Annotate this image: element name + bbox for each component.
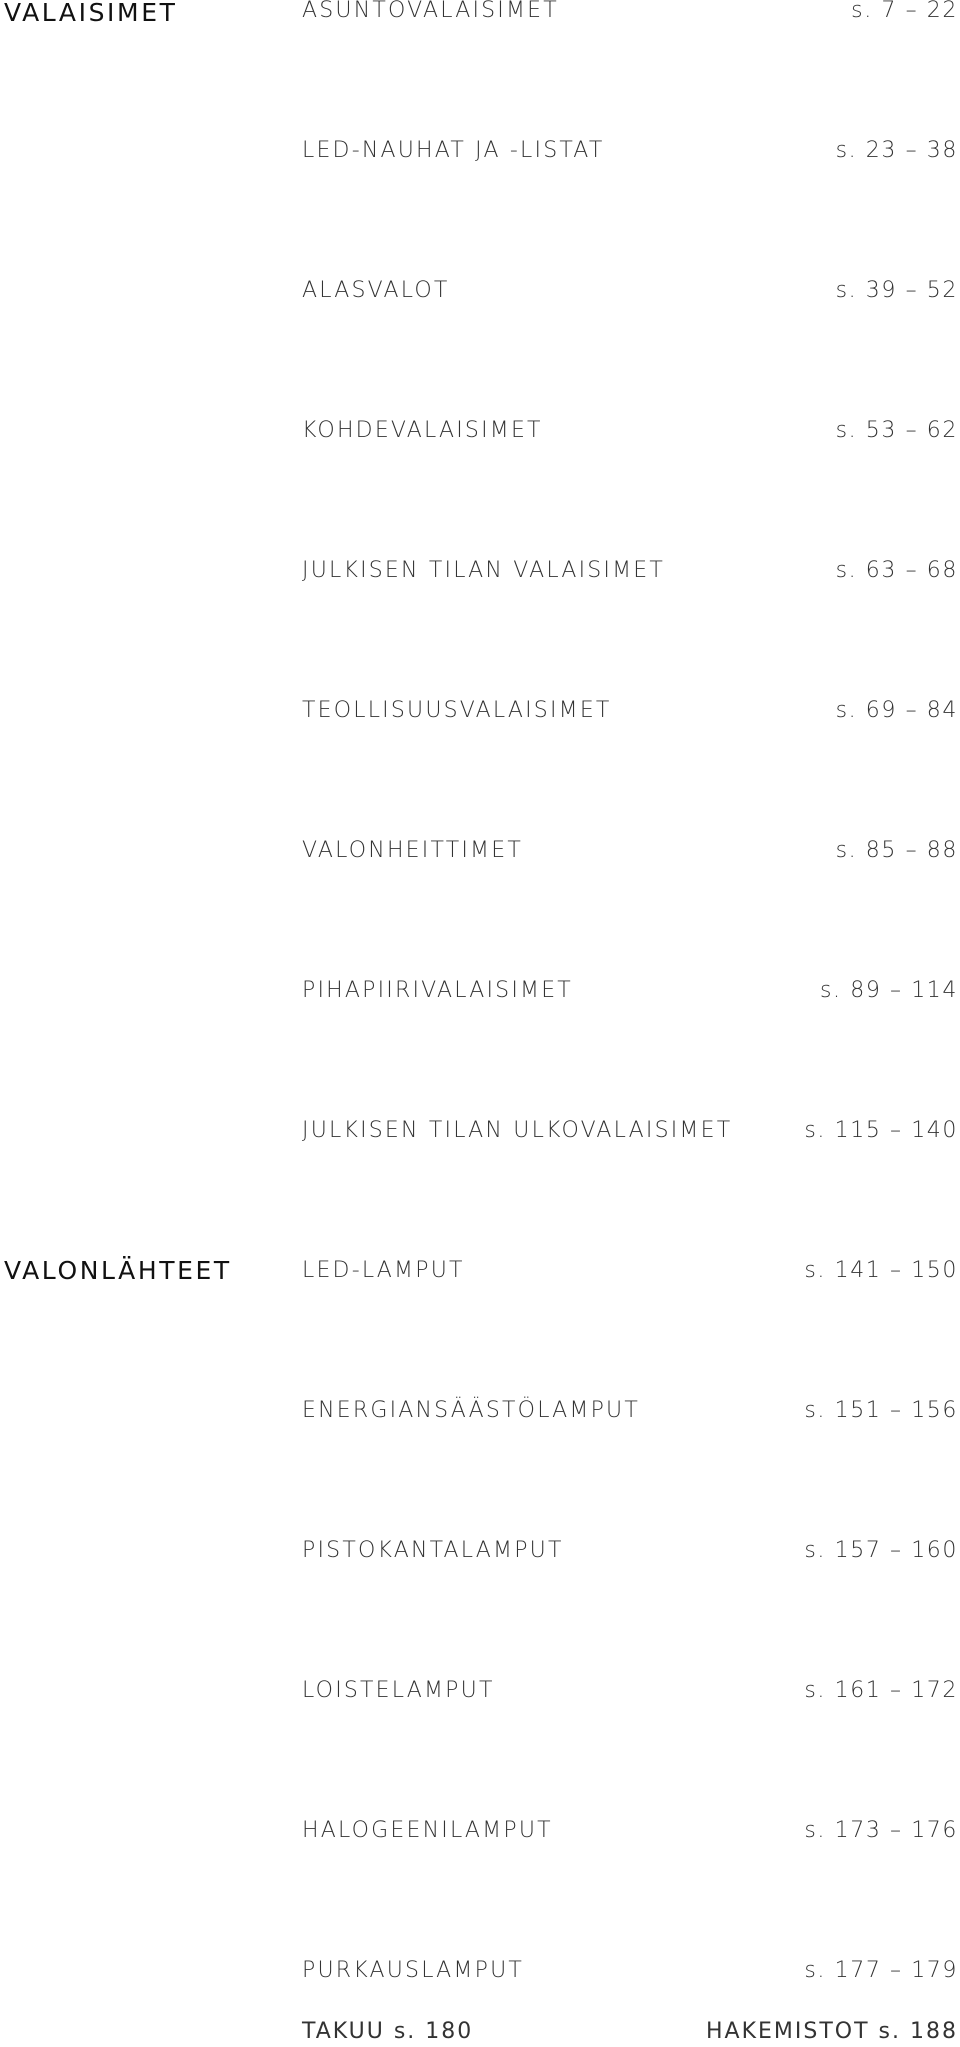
- toc-entry-title: JULKISEN TILAN VALAISIMET: [302, 558, 666, 583]
- toc-entry[interactable]: [302, 1820, 960, 1850]
- toc-entry-pages: s. 115 – 140: [804, 1118, 958, 1143]
- toc-entry-pages: s. 23 – 38: [835, 138, 958, 163]
- toc-entry-title: HALOGEENILAMPUT: [302, 1818, 553, 1843]
- toc-entry-pages: s. 177 – 179: [804, 1958, 958, 1983]
- warranty-link[interactable]: TAKUU s. 180: [302, 2019, 474, 2044]
- toc-entry[interactable]: [302, 280, 960, 310]
- toc-entry-title: LED-NAUHAT JA -LISTAT: [302, 138, 605, 163]
- toc-entry-pages: s. 89 – 114: [819, 978, 958, 1003]
- toc-entry[interactable]: [302, 1680, 960, 1710]
- index-link[interactable]: HAKEMISTOT s. 188: [706, 2019, 958, 2044]
- toc-entry[interactable]: [302, 1540, 960, 1570]
- toc-entry-pages: s. 161 – 172: [804, 1678, 958, 1703]
- toc-entry[interactable]: [302, 560, 960, 590]
- toc-entry-title: LOISTELAMPUT: [302, 1678, 495, 1703]
- section-label-valonlahteet: VALONLÄHTEET: [4, 1256, 232, 1285]
- toc-entry-title: ALASVALOT: [302, 278, 450, 303]
- toc-entry[interactable]: [302, 140, 960, 170]
- toc-entry[interactable]: [302, 840, 960, 870]
- toc-entry-pages: s. 53 – 62: [835, 418, 958, 443]
- toc-entry[interactable]: [302, 0, 960, 30]
- toc-entry[interactable]: [302, 420, 960, 450]
- toc-entry-title: LED-LAMPUT: [302, 1258, 465, 1283]
- toc-entry-title: ENERGIANSÄÄSTÖLAMPUT: [302, 1398, 640, 1423]
- toc-footer: [302, 2021, 960, 2047]
- toc-entry[interactable]: [302, 700, 960, 730]
- toc-entry-pages: s. 85 – 88: [835, 838, 958, 863]
- toc-entry-title: TEOLLISUUSVALAISIMET: [302, 698, 612, 723]
- toc-entry-title: PURKAUSLAMPUT: [302, 1958, 525, 1983]
- toc-entry-title: JULKISEN TILAN ULKOVALAISIMET: [302, 1118, 733, 1143]
- toc-entry-pages: s. 63 – 68: [835, 558, 958, 583]
- toc-entry-pages: s. 39 – 52: [835, 278, 958, 303]
- toc-entry-pages: s. 7 – 22: [851, 0, 958, 23]
- toc-entry-pages: s. 151 – 156: [804, 1398, 958, 1423]
- toc-entry-pages: s. 157 – 160: [804, 1538, 958, 1563]
- toc-entry[interactable]: [302, 1260, 960, 1290]
- toc-entry-title: ASUNTOVALAISIMET: [302, 0, 559, 23]
- toc-entry[interactable]: [302, 1960, 960, 1990]
- toc-entry[interactable]: [302, 1400, 960, 1430]
- toc-entry[interactable]: [302, 1120, 960, 1150]
- toc-entry-pages: s. 69 – 84: [835, 698, 958, 723]
- toc-entry-title: PIHAPIIRIVALAISIMET: [302, 978, 573, 1003]
- toc-entry-title: VALONHEITTIMET: [302, 838, 523, 863]
- toc-entry-pages: s. 173 – 176: [804, 1818, 958, 1843]
- toc-entry[interactable]: [302, 980, 960, 1010]
- toc-entry-title: KOHDEVALAISIMET: [302, 418, 543, 443]
- toc-entry-pages: s. 141 – 150: [804, 1258, 958, 1283]
- toc-entry-title: PISTOKANTALAMPUT: [302, 1538, 564, 1563]
- section-label-valaisimet: VALAISIMET: [4, 0, 178, 27]
